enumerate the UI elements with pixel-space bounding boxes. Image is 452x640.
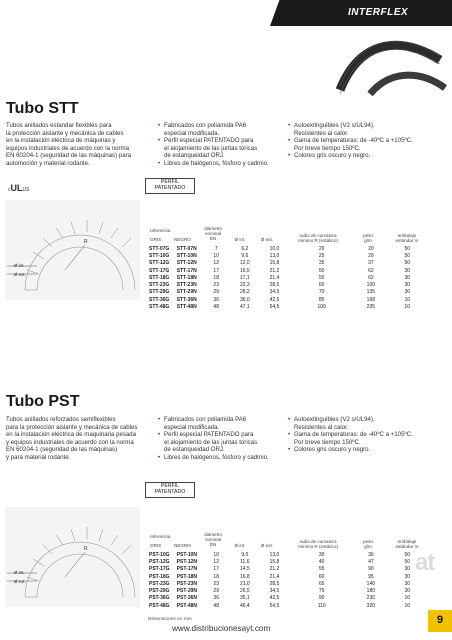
pst-table-cell: PST-36G (149, 595, 170, 602)
pst-table-cell: 110 (317, 602, 326, 609)
pst-description: Tubos anillados reforzados semiflexibles para la protección aislante y mecánica de cables en la instalación eléctrica de maquinaria pesada y equipos industriales de acuerdo con la norma EN 60204-1 (seguridad de las máquinas) y para material rodante. (6, 416, 138, 461)
stt-table-cell: 16,5 (239, 267, 250, 274)
pst-table-cell: 230 (366, 595, 376, 602)
stt-table-cell: 21,2 (269, 267, 280, 274)
stt-table-cell: 36 (213, 296, 219, 303)
pst-header-radius: radio de curvatura mínimo R (estático) (298, 539, 338, 549)
pst-table-cell: 54,5 (269, 602, 280, 609)
stt-table-cell: 7 (214, 245, 218, 252)
pst-table-cell: 12 (213, 558, 219, 565)
pst-table-cell: 23 (213, 580, 219, 587)
stt-table-cell: STT-07G (149, 245, 170, 252)
stt-table-cell: 100 (366, 282, 376, 289)
pst-table-cell: 10 (213, 551, 219, 558)
stt-table-cell: 10 (404, 296, 411, 303)
stt-table-cell: STT-23G (149, 282, 170, 289)
stt-table-cell: 62 (368, 274, 374, 281)
stt-table-cell: 10 (213, 252, 219, 259)
pst-table-cell: 30 (404, 588, 411, 595)
stt-table-row (147, 281, 427, 288)
stt-table-cell: 12,0 (239, 260, 250, 267)
stt-table-cell: 50 (404, 245, 411, 252)
stt-table-cell: STT-12G (149, 260, 170, 267)
stt-table-cell: STT-18N (176, 274, 197, 281)
pst-table-row (147, 566, 427, 573)
pst-table-cell: PST-17G (149, 566, 170, 573)
stt-table-cell: STT-23N (176, 282, 197, 289)
stt-table-cell: 70 (318, 289, 325, 296)
stt-table-cell: 54,5 (269, 304, 280, 311)
stt-table-cell: STT-10N (176, 252, 197, 259)
pst-table-cell: PST-29G (149, 588, 170, 595)
stt-header-weight: peso g/m (363, 233, 373, 243)
pst-table-cell: 35,1 (239, 595, 250, 602)
pst-table-cell: PST-48G (149, 602, 170, 609)
pst-table-cell: PST-17N (176, 566, 197, 573)
pst-header-packaging: embalaje estándar m (395, 539, 419, 549)
pst-diagram-ext-label: Ø ext. (14, 579, 26, 584)
pst-property-item: • Colores gris oscuro y negro. (288, 446, 448, 454)
stt-property-item: • Colores gris oscuro y negro. (288, 152, 448, 160)
stt-description: Tubos anillados estandar flexibles para la protección aislante y mecánica de cables en la instalación eléctrica de máquinas y equipos industriales de acuerdo con la norma EN 60204-1 (seguridad de las máquinas) para automoción y material rodante. (6, 122, 131, 167)
pst-patent-badge: PERFIL PATENTADO (145, 482, 195, 498)
pst-table-cell: 46,4 (239, 602, 250, 609)
pst-table-cell: 17 (213, 566, 219, 573)
stt-header-dn: diámetro nominal DN (204, 226, 222, 241)
stt-table-row (147, 274, 427, 281)
pst-table-cell: 320 (366, 602, 376, 609)
pst-table-cell: 40 (318, 558, 325, 565)
pst-table-cell: 28,5 (269, 580, 280, 587)
pst-table-cell: 48 (213, 602, 219, 609)
stt-properties-list (288, 122, 448, 160)
pst-table-row (147, 587, 427, 594)
stt-table-row (147, 245, 427, 252)
pst-table-cell: PST-18G (149, 573, 170, 580)
pst-title: Tubo PST (6, 393, 80, 410)
stt-table-cell: 85 (318, 296, 325, 303)
stt-table-cell: 10,0 (269, 245, 280, 252)
pst-table-cell: PST-12G (149, 558, 170, 565)
stt-table-cell: 48 (213, 304, 219, 311)
pst-table-cell: PST-23G (149, 580, 170, 587)
stt-feature-item: • Perfil especial PATENTADO para el alojamiento de las juntas tóricas de estanqueidad ORJ. (158, 137, 283, 160)
pst-table-row (147, 580, 427, 587)
stt-title: Tubo STT (6, 100, 79, 117)
watermark-text: at (415, 549, 435, 576)
stt-table-cell: STT-18G (149, 274, 170, 281)
stt-table-cell: STT-29G (149, 289, 170, 296)
pst-table-row (147, 602, 427, 609)
pst-header-ext: Ø ext. (260, 543, 274, 548)
pst-table-cell: 30 (318, 551, 325, 558)
pst-table-cell: 29 (213, 588, 219, 595)
stt-table-cell: 50 (404, 260, 411, 267)
pst-table-cell: 10 (404, 595, 411, 602)
stt-table-cell: 18 (213, 274, 219, 281)
stt-patent-badge: PERFIL PATENTADO (145, 178, 195, 194)
pst-table-cell: 15,8 (269, 558, 280, 565)
stt-table-cell: 13,0 (269, 252, 280, 259)
stt-table-cell: 30 (404, 282, 411, 289)
dimensions-note: Dimensiones en mm (148, 617, 192, 622)
stt-table-cell: STT-17N (176, 267, 197, 274)
stt-table-cell: 28,5 (269, 282, 280, 289)
pst-table-cell: PST-18N (176, 573, 197, 580)
stt-table-cell: 29 (213, 289, 219, 296)
pst-table-row (147, 573, 427, 580)
stt-table-cell: 60 (318, 282, 325, 289)
svg-text:R: R (84, 239, 88, 245)
ul-certification-mark: cULUS (8, 183, 30, 193)
stt-features-list (158, 122, 283, 168)
stt-table-cell: STT-36G (149, 296, 170, 303)
pst-feature-item: • Libres de halógenos, fósforo y cadmio. (158, 454, 283, 462)
pst-table-cell: 16,8 (239, 573, 250, 580)
stt-table-cell: STT-17G (149, 267, 170, 274)
pst-table-cell: 26,5 (239, 588, 250, 595)
stt-table-row (147, 267, 427, 274)
stt-table-cell: 25 (318, 252, 325, 259)
pst-properties-list (288, 416, 448, 454)
pst-table-cell: 90 (318, 595, 325, 602)
stt-table-cell: STT-07N (176, 245, 197, 252)
stt-header-int: Ø int. (234, 237, 246, 242)
pst-feature-item: • Perfil especial PATENTADO para el alojamiento de las juntas tóricas de estanqueidad ORJ. (158, 431, 283, 454)
pst-table-cell: 95 (368, 573, 374, 580)
pst-table-row (147, 551, 427, 558)
pst-spec-table (147, 551, 427, 609)
pst-table-cell: 42,5 (269, 595, 280, 602)
stt-header-gris: GRIS (150, 237, 162, 242)
pst-table-cell: 75 (318, 588, 325, 595)
stt-table-cell: 28,2 (239, 289, 250, 296)
stt-table-cell: 36,0 (239, 296, 250, 303)
pst-header-gris: GRIS (150, 543, 162, 548)
pst-table-cell: 11,6 (240, 558, 250, 565)
stt-table-cell: 55 (318, 274, 325, 281)
stt-table-cell: 17,1 (239, 274, 250, 281)
stt-header-radius: radio de curvatura mínimo R (estático) (298, 233, 338, 243)
pst-header-reference: referencia (150, 534, 171, 539)
product-photo (330, 30, 448, 96)
pst-table-cell: 34,5 (269, 588, 280, 595)
stt-table-cell: 29 (368, 252, 374, 259)
pst-table-row (147, 558, 427, 565)
pst-table-cell: PST-48N (176, 602, 197, 609)
pst-table-cell: PST-23N (176, 580, 197, 587)
pst-header-int: Ø int. (234, 543, 246, 548)
stt-table-cell: 21,4 (269, 274, 280, 281)
pst-table-cell: 10 (404, 602, 411, 609)
pst-table-row (147, 595, 427, 602)
pst-property-item: • Gama de temperaturas: de -40ºC a +105ºC. Por breve tiempo 150ºC. (288, 431, 448, 446)
stt-tube-diagram (5, 200, 140, 300)
stt-table-row (147, 260, 427, 267)
pst-table-cell: 50 (404, 551, 411, 558)
stt-diagram-ext-label: Ø ext. (14, 272, 26, 277)
pst-table-cell: 30 (404, 566, 411, 573)
stt-table-cell: 6,2 (241, 245, 249, 252)
pst-header-negro: NEGRO (174, 543, 191, 548)
pst-table-cell: 140 (366, 580, 376, 587)
pst-diagram-int-label: Ø int. (14, 570, 25, 575)
stt-table-row (147, 289, 427, 296)
stt-table-cell: 30 (404, 289, 411, 296)
stt-table-cell: 50 (404, 252, 411, 259)
stt-table-cell: 235 (366, 304, 376, 311)
stt-spec-table (147, 245, 427, 311)
brand-logo: INTERFLEX (348, 7, 409, 18)
stt-header-ext: Ø ext. (260, 237, 274, 242)
pst-table-cell: 9,0 (241, 551, 249, 558)
stt-table-cell: 62 (368, 267, 374, 274)
stt-property-item: • Autoextinguibles (V2 s/UL94). Resistentes al calor. (288, 122, 448, 137)
stt-table-row (147, 296, 427, 303)
pst-table-cell: 50 (404, 558, 411, 565)
pst-table-cell: PST-12N (176, 558, 197, 565)
pst-table-cell: PST-10G (149, 551, 170, 558)
page-number: 9 (436, 614, 444, 626)
stt-table-cell: 42,5 (269, 296, 280, 303)
stt-header-reference: referencia (150, 228, 171, 233)
stt-feature-item: • Libres de halógenos, fósforo y cadmio. (158, 160, 283, 168)
pst-table-cell: 180 (366, 588, 376, 595)
stt-feature-item: • Fabricados con poliamida PA6 especial modificada. (158, 122, 283, 137)
stt-table-cell: 50 (318, 267, 325, 274)
pst-feature-item: • Fabricados con poliamida PA6 especial modificada. (158, 416, 283, 431)
stt-table-cell: 34,5 (269, 289, 280, 296)
stt-table-cell: STT-10G (149, 252, 170, 259)
stt-table-cell: 20 (318, 245, 325, 252)
stt-table-cell: 168 (366, 296, 376, 303)
stt-table-cell: 12 (213, 260, 219, 267)
pst-table-cell: 90 (368, 566, 374, 573)
pst-property-item: • Autoextinguibles (V2 s/UL94). Resistentes al calor. (288, 416, 448, 431)
stt-header-negro: NEGRO (174, 237, 191, 242)
pst-table-cell: 21,2 (269, 566, 280, 573)
pst-header-dn: diámetro nominal DN (204, 532, 222, 547)
stt-diagram-int-label: Ø int. (14, 263, 25, 268)
pst-table-cell: 14,5 (239, 566, 250, 573)
stt-table-cell: 47,1 (239, 304, 250, 311)
stt-table-cell: 30 (404, 267, 411, 274)
pst-table-cell: PST-29N (176, 588, 197, 595)
stt-table-cell: STT-12N (176, 260, 197, 267)
pst-features-list (158, 416, 283, 462)
pst-table-cell: 55 (318, 566, 325, 573)
pst-table-cell: 30 (404, 580, 411, 587)
stt-table-cell: STT-48G (149, 304, 170, 311)
stt-table-cell: 9,6 (241, 252, 249, 259)
stt-header-packaging: embalaje estándar m (395, 233, 419, 243)
pst-table-cell: PST-36N (176, 595, 197, 602)
pst-table-cell: 47 (368, 558, 374, 565)
stt-table-cell: 135 (366, 289, 376, 296)
pst-table-cell: 21,4 (269, 573, 280, 580)
pst-table-cell: 18 (213, 573, 219, 580)
stt-table-cell: 20 (368, 245, 374, 252)
pst-table-cell: 65 (318, 580, 325, 587)
pst-header-weight: peso g/m (363, 539, 373, 549)
stt-table-cell: 35 (318, 260, 325, 267)
stt-table-cell: 23 (213, 282, 219, 289)
pst-table-cell: 21,0 (239, 580, 250, 587)
svg-text:R: R (84, 546, 88, 552)
stt-table-row (147, 303, 427, 310)
stt-table-cell: 30 (404, 274, 411, 281)
pst-table-cell: PST-10N (176, 551, 197, 558)
stt-table-cell: 100 (317, 304, 326, 311)
pst-table-cell: 60 (318, 573, 325, 580)
website-link[interactable]: www.distribucionesayt.com (172, 624, 271, 633)
pst-table-cell: 13,0 (269, 551, 280, 558)
stt-table-cell: 10 (404, 304, 411, 311)
stt-table-cell: STT-48N (176, 304, 197, 311)
stt-property-item: • Gama de temperaturas: de -40ºC a +105ºC. Por breve tiempo 150ºC. (288, 137, 448, 152)
stt-table-cell: 22,3 (239, 282, 250, 289)
pst-table-cell: 30 (404, 573, 411, 580)
stt-table-row (147, 252, 427, 259)
pst-table-cell: 36 (213, 595, 219, 602)
stt-table-cell: 17 (213, 267, 219, 274)
stt-table-cell: STT-36N (176, 296, 197, 303)
pst-tube-diagram (5, 507, 140, 607)
pst-table-cell: 36 (368, 551, 374, 558)
stt-table-cell: STT-29N (176, 289, 197, 296)
stt-table-cell: 15,8 (269, 260, 280, 267)
stt-table-cell: 37 (368, 260, 374, 267)
